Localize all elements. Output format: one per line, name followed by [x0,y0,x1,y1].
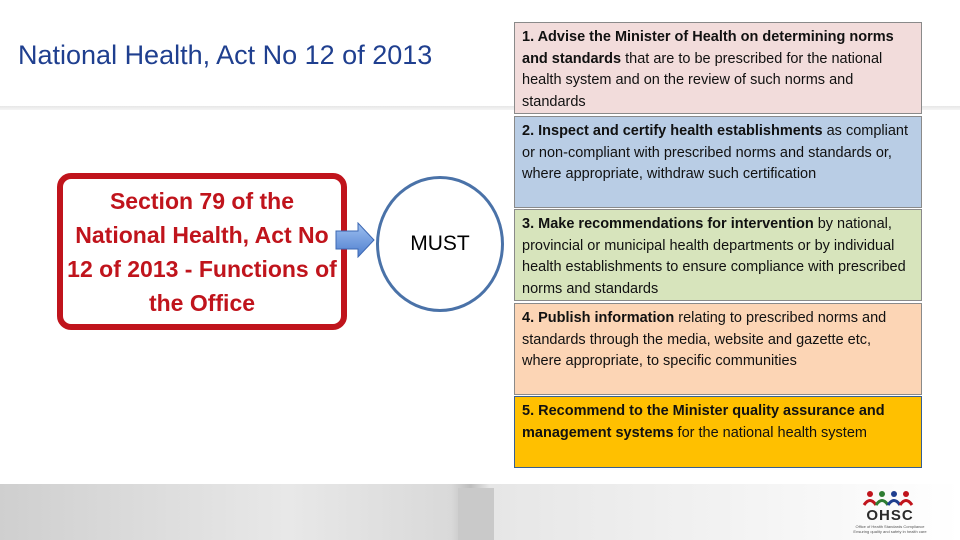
logo-tagline: Ensuring quality and safety in health care [853,529,927,534]
page-title: National Health, Act No 12 of 2013 [18,40,433,70]
logo-subtitle [835,524,945,534]
function-item-5 [514,396,922,468]
function-item-1-heading: 1. Advise the Minister of Health on determining norms and standards [522,29,894,67]
function-item-5-text: for the national health system [673,424,867,441]
function-item-3 [514,209,922,301]
right-arrow-icon [334,222,376,258]
ohsc-figures-icon [860,489,920,507]
section-79-label: Section 79 of the National Health, Act No 12 of 2013 - Functions of the Office [67,187,337,316]
logo-name: OHSC [866,507,914,524]
function-item-2-text: as compliant or non-compliant with prescribed norms and standards or, where appropriate, withdraw such certification [522,123,909,182]
function-item-5-heading: 5. Recommend to the Minister quality assurance and management systems [522,403,885,441]
function-item-1-text: that are to be prescribed for the national health system and on the review of such norms and standards [522,50,883,110]
function-item-3-text: by national, provincial or municipal health departments or by individual health establishments to ensure compliance with prescribed norms and standards [522,216,906,297]
function-item-2-heading: 2. Inspect and certify health establishments [522,123,823,139]
must-circle [376,176,504,312]
function-item-4-heading: 4. Publish information [522,310,675,326]
function-item-1 [514,22,922,114]
function-item-4 [514,303,922,395]
footer-tab [458,488,494,540]
function-item-2 [514,116,922,208]
ohsc-logo [835,487,945,539]
function-item-3-heading: 3. Make recommendations for intervention [522,216,814,232]
logo-subtitle-line: Office of Health Standards Compliance [855,524,925,529]
must-label: MUST [410,232,470,255]
function-item-4-text: relating to prescribed norms and standards through the media, website and gazette etc, where appropriate, to specific communities [522,310,887,369]
section-79-box [57,173,347,330]
